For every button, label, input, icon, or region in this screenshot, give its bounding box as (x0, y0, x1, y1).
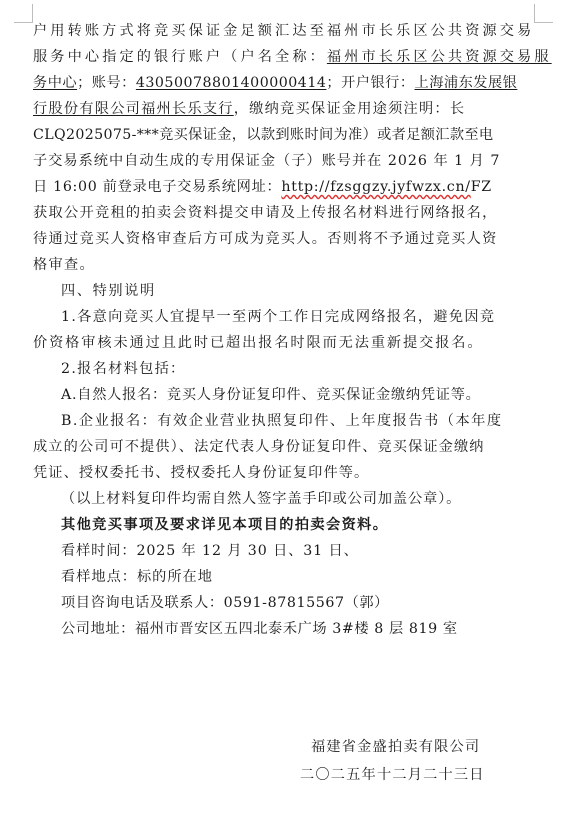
account-number (136, 75, 327, 91)
text-run: （以上材料复印件均需自然人签字盖手印或公司加盖公章）。 (61, 491, 462, 507)
text-run: 四、特别说明 (61, 283, 156, 299)
account-name: 务中心 (33, 75, 78, 91)
text-run: 看样地点：标的所在地 (61, 569, 213, 585)
text-run: 服务中心指定的银行账户（户名全称： (33, 49, 327, 65)
info-line (33, 590, 561, 616)
text-run: FZ (470, 179, 492, 195)
text-run: 凭证、授权委托书、授权委托人身份证复印件等。 (33, 465, 370, 481)
text-run: 成立的公司可不提供）、法定代表人身份证复印件、竞买保证金缴纳 (33, 439, 485, 455)
section-heading (33, 278, 561, 304)
text-run: 项目咨询电话及联系人：0591-87815567（郭） (61, 595, 389, 611)
paragraph-line (33, 252, 561, 278)
document-body (33, 18, 561, 642)
text-run: 福建省金盛拍卖有限公司 (311, 739, 481, 755)
text-run: 获取公开竞租的拍卖会资料提交申请及上传报名材料进行网络报名， (33, 205, 498, 221)
info-line (33, 564, 561, 590)
text-run: 格审查。 (33, 257, 95, 273)
text-run: B.企业报名：有效企业营业执照复印件、上年度报告书（本年度 (61, 413, 503, 429)
text-run: 日 16:00 前登录电子交易系统网址： (33, 179, 282, 195)
text-run: CLQ2025075-***竞买保证金，以款到账时间为准）或者足额汇款至电 (33, 127, 494, 143)
text-run: 公司地址：福州市晋安区五四北泰禾广场 3#楼 8 层 819 室 (61, 621, 458, 637)
paragraph-line (33, 44, 561, 70)
account-number-digits: 4305007880140000041 (135, 75, 317, 91)
list-item (33, 382, 561, 408)
website-url[interactable]: http://fzsggzy.jyfwzx.cn/ (281, 179, 471, 195)
list-item (33, 356, 561, 382)
info-line (33, 616, 561, 642)
text-run: 户用转账方式将竞买保证金足额汇达至福州市长乐区公共资源交易 (33, 23, 535, 39)
account-name: 福州市长乐区公共资源交易服 (326, 49, 552, 65)
paragraph-line (33, 226, 561, 252)
paragraph-line (33, 96, 561, 122)
signature-company (311, 736, 480, 756)
text-run: 二〇二五年十二月二十三日 (300, 767, 485, 783)
text-run: 1.各意向竞买人宜提早一至两个工作日完成网络报名，避免因竞 (61, 309, 496, 325)
note-line (33, 486, 561, 512)
paragraph-line (33, 18, 561, 44)
paragraph-line (33, 174, 561, 200)
list-item (33, 434, 561, 460)
paragraph-line (33, 148, 561, 174)
paragraph-line (33, 200, 561, 226)
text-run: 2.报名材料包括： (61, 361, 186, 377)
text-run: ；账号： (77, 75, 136, 91)
paragraph-line (33, 70, 561, 96)
text-run: ；开户银行： (326, 75, 415, 91)
list-item (33, 408, 561, 434)
list-item (33, 330, 561, 356)
text-run: ，缴纳竞买保证金用途须注明：长 (233, 101, 466, 117)
text-run: 其他竞买事项及要求详见本项目的拍卖会资料。 (61, 517, 389, 533)
info-line (33, 538, 561, 564)
bank-name: 行股份有限公司福州长乐支行 (33, 101, 234, 117)
list-item (33, 304, 561, 330)
text-run: 价资格审核未通过且此时已超出报名时限而无法重新提交报名。 (33, 335, 484, 351)
text-run: 看样时间：2025 年 12 月 30 日、31 日、 (61, 543, 359, 559)
emphasis-line (33, 512, 561, 538)
bank-name: 上海浦东发展银 (414, 75, 518, 91)
text-run: 待通过竞买人资格审查后方可成为竞买人。否则将不予通过竞买人资 (33, 231, 498, 247)
list-item (33, 460, 561, 486)
account-number-last-digit: 4 (316, 75, 327, 91)
text-run: A.自然人报名：竞买人身份证复印件、竞买保证金缴纳凭证等。 (61, 387, 481, 403)
paragraph-line (33, 122, 561, 148)
page-corner-mark-left (14, 4, 33, 23)
signature-date (300, 764, 485, 784)
text-run: 子交易系统中自动生成的专用保证金（子）账号并在 2026 年 1 月 7 (33, 153, 501, 169)
